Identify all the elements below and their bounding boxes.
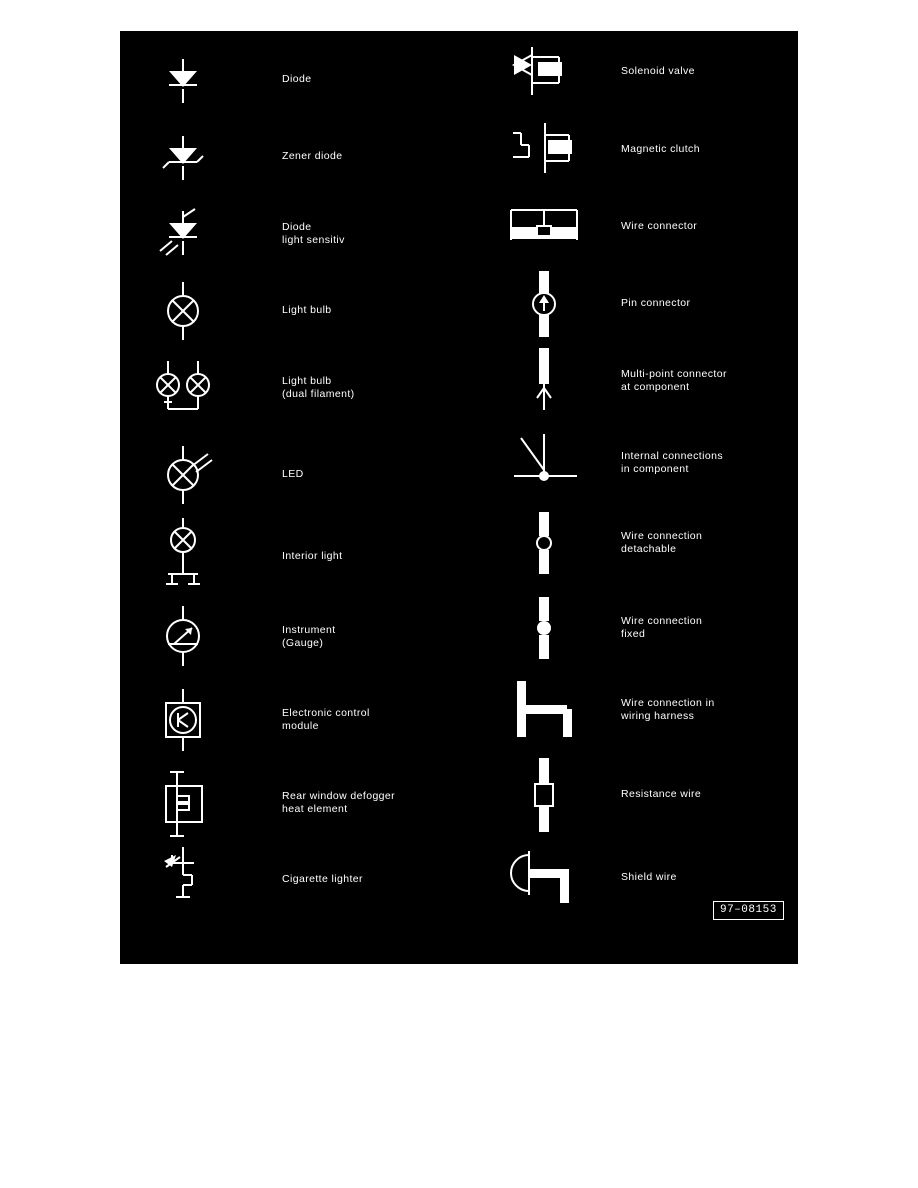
solenoid-valve-symbol — [459, 33, 619, 110]
legend-label — [280, 468, 459, 481]
internal-connections-symbol — [459, 424, 619, 501]
rear-window-defogger-symbol — [120, 764, 280, 841]
legend-row — [459, 589, 798, 666]
legend-label — [280, 550, 459, 563]
figure-code-badge: 97–08153 — [713, 901, 784, 920]
legend-label-line1: Diode — [282, 73, 312, 85]
legend-label-line1: Wire connection in — [621, 696, 715, 709]
legend-label-line1: Electronic control — [282, 706, 370, 719]
zener-diode-symbol — [120, 118, 280, 195]
legend-label-line2: module — [282, 719, 319, 732]
legend-label-line1: Zener diode — [282, 150, 343, 162]
legend-row — [459, 188, 798, 265]
legend-label-line2: wiring harness — [621, 709, 695, 722]
resistance-wire-symbol — [459, 756, 619, 833]
legend-row — [120, 518, 459, 595]
legend-label — [280, 375, 459, 401]
legend-label — [619, 450, 798, 476]
legend-label-line1: Internal connections — [621, 449, 723, 462]
legend-label — [280, 221, 459, 247]
legend-row — [459, 504, 798, 581]
shield-wire-symbol — [459, 839, 619, 916]
legend-label-line1: Pin connector — [621, 297, 691, 309]
legend-label-line1: Resistance wire — [621, 788, 702, 800]
legend-label — [619, 297, 798, 310]
legend-row — [120, 349, 459, 426]
legend-row — [459, 111, 798, 188]
right-symbol-column — [459, 31, 798, 964]
legend-label-line1: Light bulb — [282, 304, 332, 316]
legend-label — [280, 73, 459, 86]
wire-connector-symbol — [459, 188, 619, 265]
legend-row — [120, 598, 459, 675]
led-symbol — [120, 436, 280, 513]
legend-label — [280, 150, 459, 163]
light-bulb-symbol — [120, 272, 280, 349]
left-symbol-column — [120, 31, 459, 964]
legend-row — [120, 764, 459, 841]
legend-row — [120, 41, 459, 118]
legend-label-line2: light sensitiv — [282, 233, 345, 246]
legend-label — [619, 65, 798, 78]
legend-row — [459, 33, 798, 110]
legend-label-line1: Wire connection — [621, 529, 703, 542]
legend-label-line2: at component — [621, 380, 690, 393]
legend-label-line1: Light bulb — [282, 374, 332, 387]
legend-label-line1: Wire connection — [621, 614, 703, 627]
legend-label — [619, 368, 798, 394]
magnetic-clutch-symbol — [459, 111, 619, 188]
legend-label-line1: Rear window defogger — [282, 789, 396, 802]
legend-label — [619, 220, 798, 233]
legend-label — [619, 530, 798, 556]
cigarette-lighter-symbol — [120, 841, 280, 918]
legend-row — [120, 681, 459, 758]
legend-row — [120, 272, 459, 349]
legend-row — [120, 841, 459, 918]
legend-label — [619, 871, 798, 884]
interior-light-symbol — [120, 518, 280, 595]
multi-point-connector-symbol — [459, 342, 619, 419]
legend-row — [120, 118, 459, 195]
legend-label — [280, 707, 459, 733]
legend-row — [459, 265, 798, 342]
legend-label-line2: detachable — [621, 542, 677, 555]
legend-label — [280, 873, 459, 886]
legend-row — [120, 195, 459, 272]
legend-label-line2: fixed — [621, 627, 646, 640]
legend-label — [280, 624, 459, 650]
legend-label-line1: Wire connector — [621, 220, 698, 232]
legend-label-line2: heat element — [282, 802, 348, 815]
legend-label-line1: Cigarette lighter — [282, 873, 363, 885]
legend-label — [280, 790, 459, 816]
legend-label-line1: Magnetic clutch — [621, 143, 700, 155]
electronic-control-module-symbol — [120, 681, 280, 758]
legend-label-line1: Solenoid valve — [621, 65, 695, 77]
legend-label — [619, 788, 798, 801]
dual-filament-bulb-symbol — [120, 349, 280, 426]
legend-row — [459, 342, 798, 419]
legend-label-line1: Interior light — [282, 550, 343, 562]
wire-connection-fixed-symbol — [459, 589, 619, 666]
diode-symbol — [120, 41, 280, 118]
legend-label — [619, 697, 798, 723]
legend-label-line2: (Gauge) — [282, 636, 324, 649]
legend-label-line1: Diode — [282, 220, 312, 233]
legend-row — [459, 671, 798, 748]
wire-connection-detachable-symbol — [459, 504, 619, 581]
symbol-legend-panel — [120, 31, 798, 964]
legend-label-line1: LED — [282, 468, 304, 480]
legend-label-line2: (dual filament) — [282, 387, 355, 400]
legend-label — [280, 304, 459, 317]
legend-row — [459, 756, 798, 833]
legend-label — [619, 615, 798, 641]
legend-label — [619, 143, 798, 156]
wire-connection-harness-symbol — [459, 671, 619, 748]
pin-connector-symbol — [459, 265, 619, 342]
legend-row — [120, 436, 459, 513]
gauge-symbol — [120, 598, 280, 675]
legend-label-line1: Multi-point connector — [621, 367, 727, 380]
legend-label-line1: Instrument — [282, 623, 336, 636]
legend-row — [459, 424, 798, 501]
legend-label-line1: Shield wire — [621, 871, 677, 883]
legend-label-line2: in component — [621, 462, 689, 475]
photodiode-symbol — [120, 195, 280, 272]
